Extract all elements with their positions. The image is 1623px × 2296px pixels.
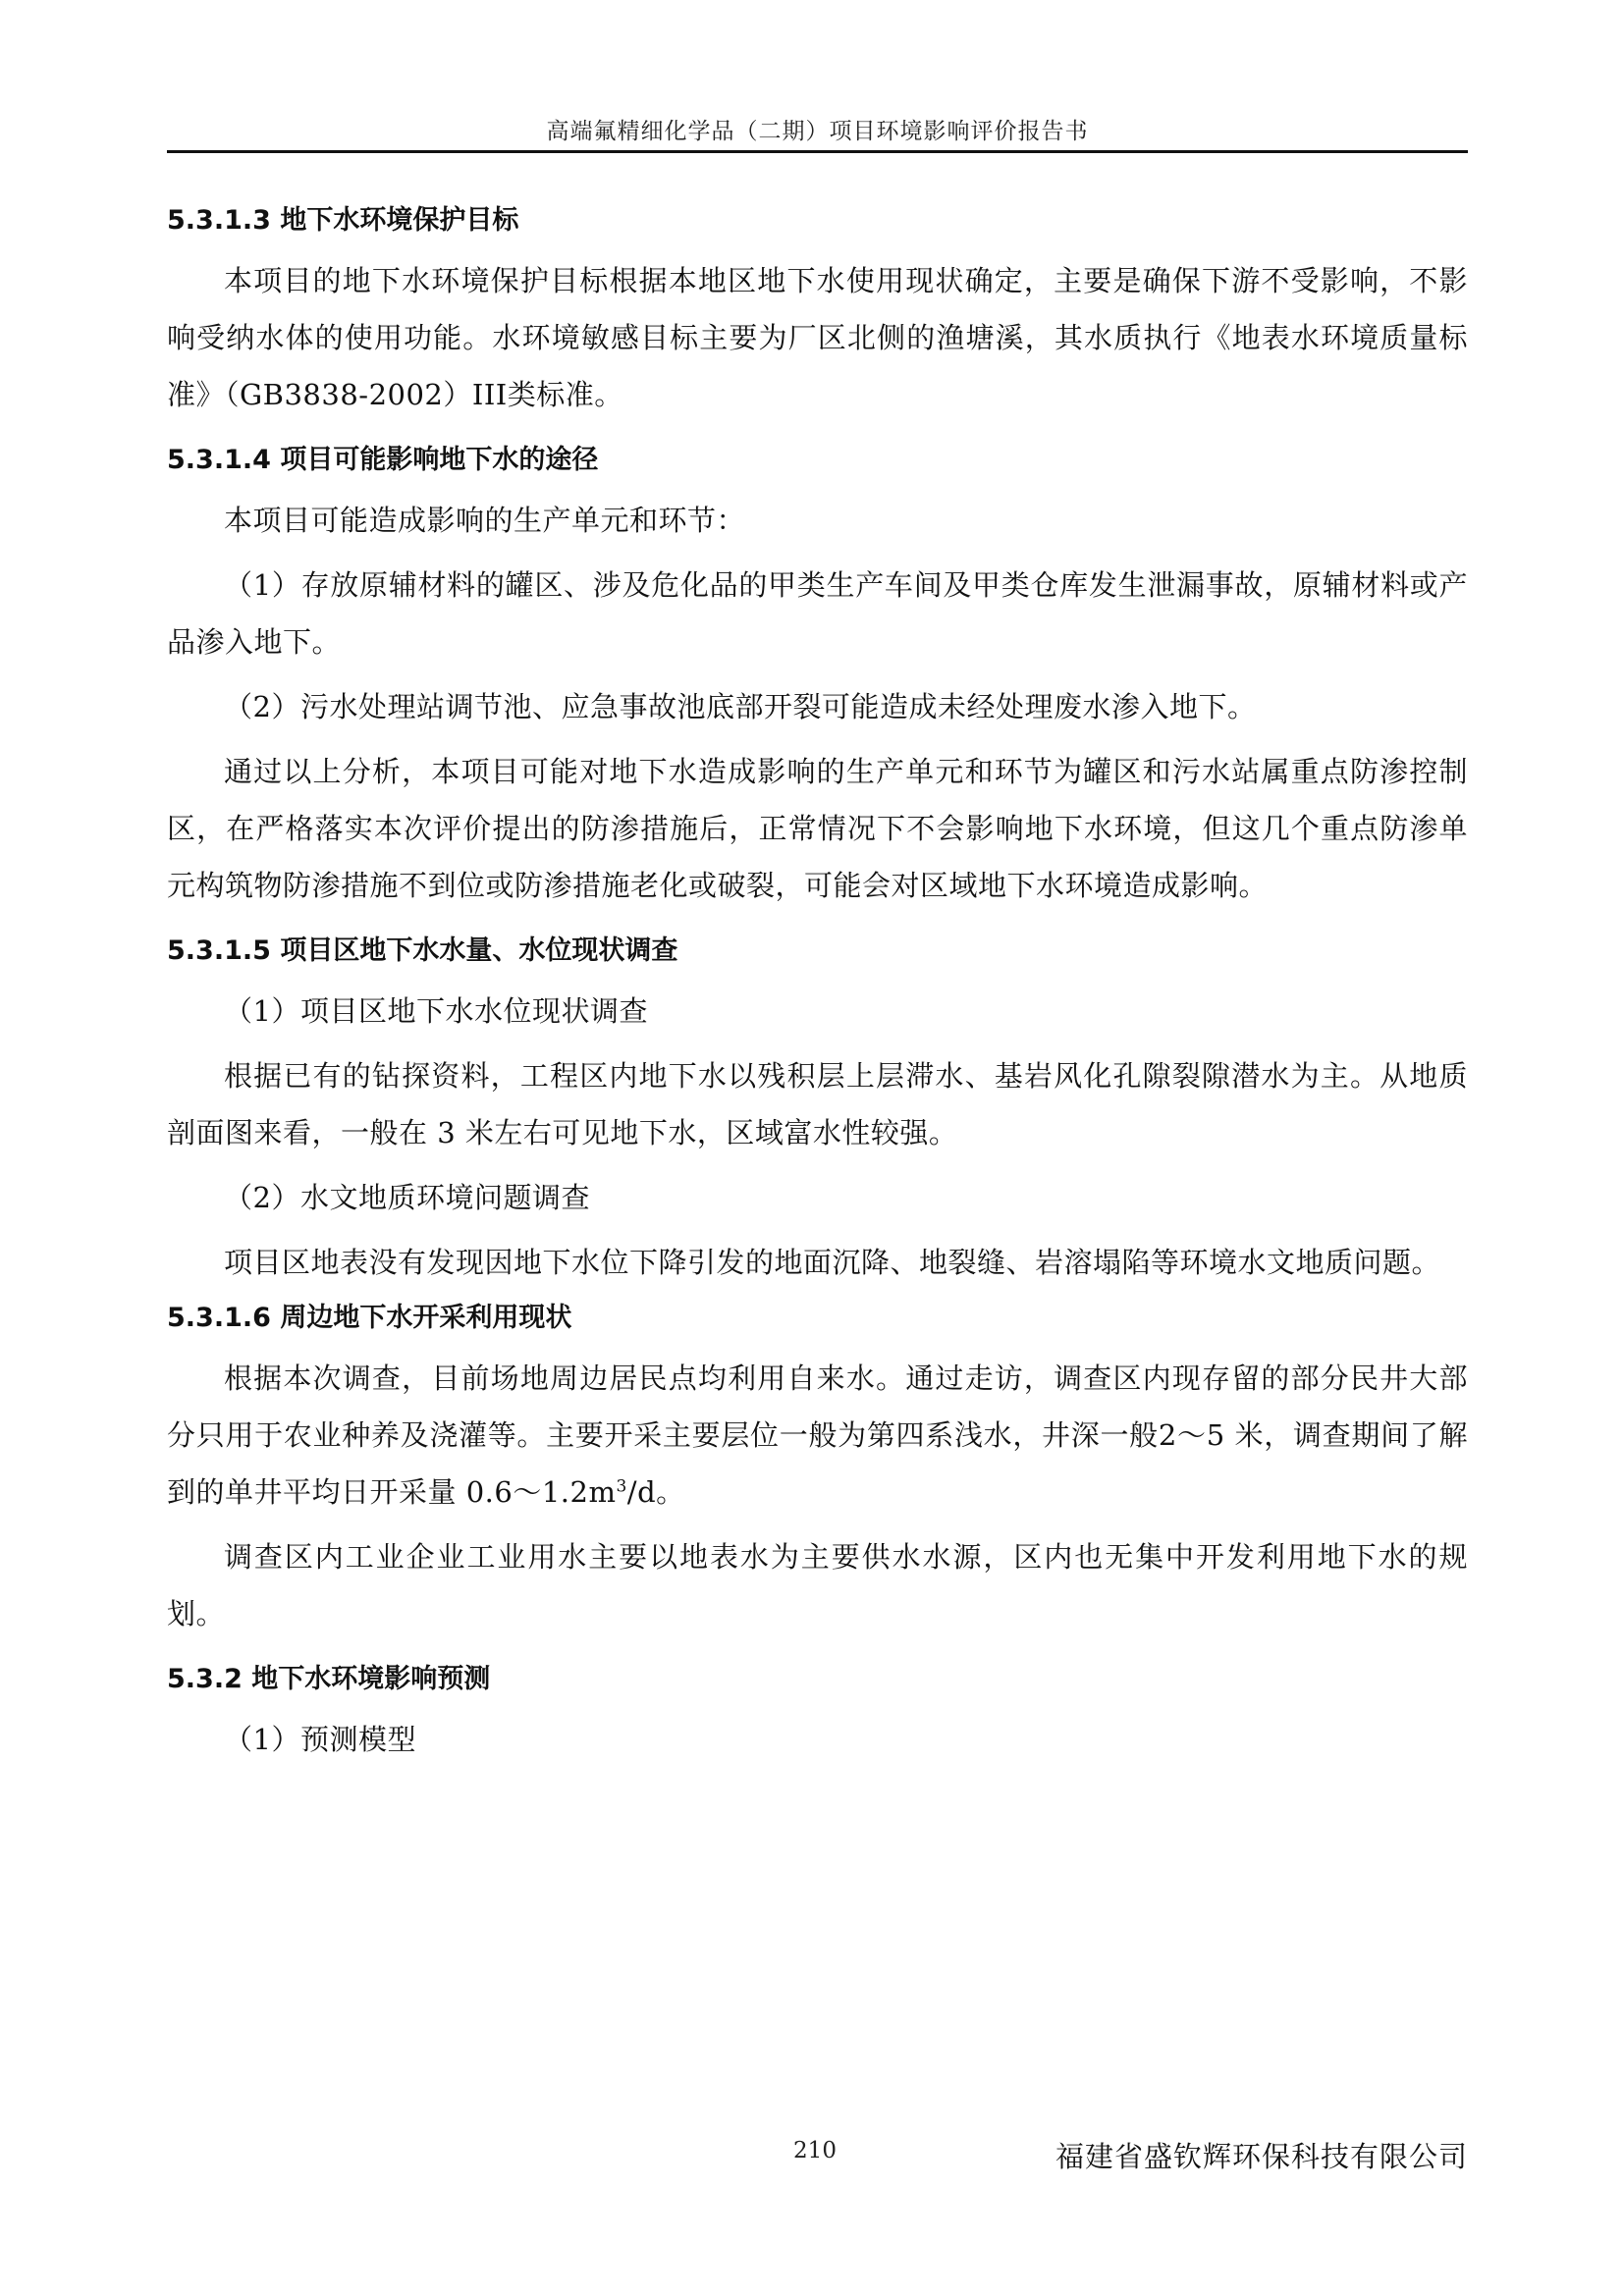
paragraph-tail: /d。	[626, 1475, 685, 1509]
page-number: 210	[793, 2138, 837, 2163]
paragraph: 调查区内工业企业工业用水主要以地表水为主要供水水源，区内也无集中开发利用地下水的规划。	[167, 1540, 1468, 1630]
paragraph: 通过以上分析，本项目可能对地下水造成影响的生产单元和环节为罐区和污水站属重点防渗控制区，在严格落实本次评价提出的防渗措施后，正常情况下不会影响地下水环境，但这几个重点防渗单元构筑物防渗措施不到位或防渗措施老化或破裂，可能会对区域地下水环境造成影响。	[167, 755, 1468, 902]
section-heading-5-3-1-5: 5.3.1.5 项目区地下水水量、水位现状调查	[167, 935, 678, 966]
paragraph: 本项目可能造成影响的生产单元和环节：	[224, 504, 746, 537]
paragraph-with-unit	[167, 1350, 1468, 1521]
footer-company-name: 福建省盛钦辉环保科技有限公司	[1055, 2140, 1468, 2173]
paragraph-text: 根据本次调查，目前场地周边居民点均利用自来水。通过走访，调查区内现存留的部分民井大部分只用于农业种养及浇灌等。主要开采主要层位一般为第四系浅水，井深一般2～5 米，调查期间了解到的单井平均日开采量 0.6～1.2m	[167, 1362, 1468, 1509]
list-item-2: （2）污水处理站调节池、应急事故池底部开裂可能造成未经处理废水渗入地下。	[224, 690, 1257, 723]
list-item-1: （1）存放原辅材料的罐区、涉及危化品的甲类生产车间及甲类仓库发生泄漏事故，原辅材料或产品渗入地下。	[167, 568, 1468, 659]
subsection-label: （1）预测模型	[224, 1723, 416, 1756]
subsection-label: （2）水文地质环境问题调查	[224, 1181, 590, 1214]
subsection-label: （1）项目区地下水水位现状调查	[224, 994, 648, 1028]
section-heading-5-3-1-4: 5.3.1.4 项目可能影响地下水的途径	[167, 445, 599, 475]
paragraph: 项目区地表没有发现因地下水位下降引发的地面沉降、地裂缝、岩溶塌陷等环境水文地质问题。	[224, 1246, 1441, 1279]
paragraph: 根据已有的钻探资料，工程区内地下水以残积层上层滞水、基岩风化孔隙裂隙潜水为主。从地质剖面图来看，一般在 3 米左右可见地下水，区域富水性较强。	[167, 1059, 1468, 1149]
superscript: 3	[616, 1476, 627, 1497]
paragraph: 本项目的地下水环境保护目标根据本地区地下水使用现状确定，主要是确保下游不受影响，不影响受纳水体的使用功能。水环境敏感目标主要为厂区北侧的渔塘溪，其水质执行《地表水环境质量标准》（GB3838-2002）III类标准。	[167, 264, 1468, 411]
page-content	[167, 201, 1468, 1776]
section-heading-5-3-1-3: 5.3.1.3 地下水环境保护目标	[167, 205, 519, 236]
header-rule	[167, 150, 1468, 153]
section-heading-5-3-2: 5.3.2 地下水环境影响预测	[167, 1664, 491, 1694]
section-heading-5-3-1-6: 5.3.1.6 周边地下水开采利用现状	[167, 1303, 572, 1333]
running-header-title: 高端氟精细化学品（二期）项目环境影响评价报告书	[546, 119, 1089, 144]
